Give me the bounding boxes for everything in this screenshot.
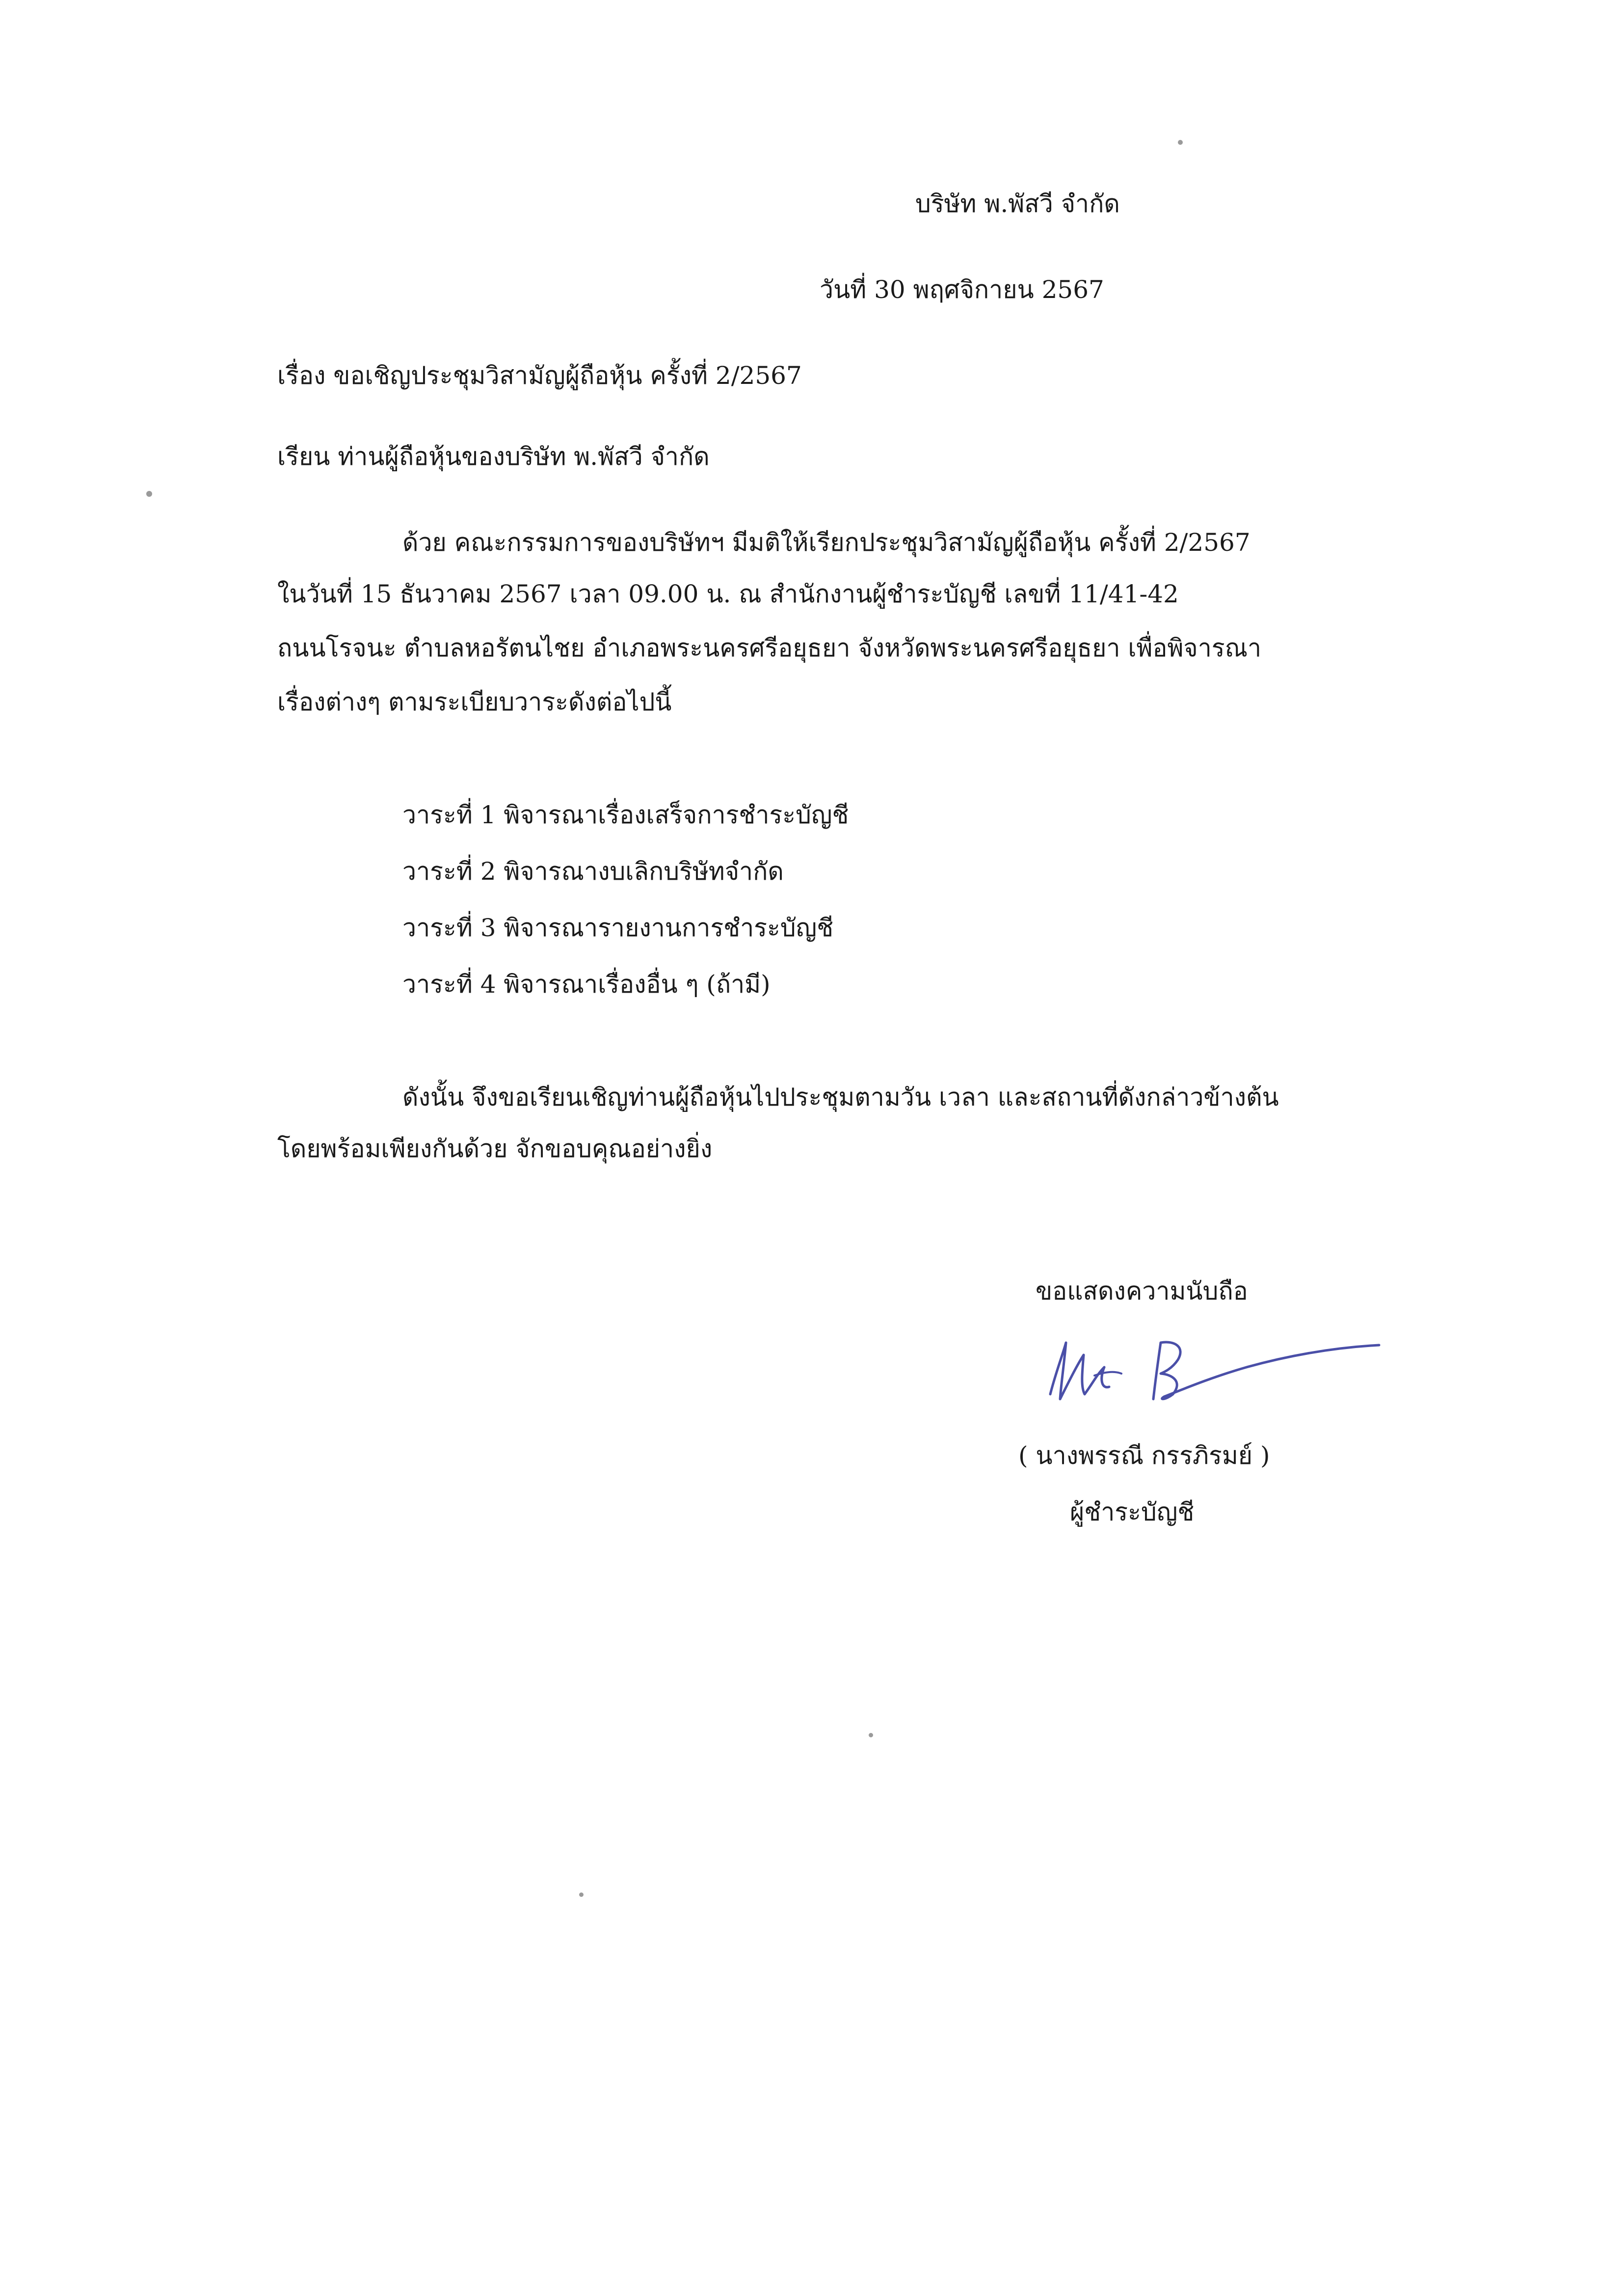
- letter-date: วันที่ 30 พฤศจิกายน 2567: [820, 275, 1104, 304]
- agenda-item-4: วาระที่ 4 พิจารณาเรื่องอื่น ๆ (ถ้ามี): [402, 970, 771, 999]
- agenda-item-3: วาระที่ 3 พิจารณารายงานการชำระบัญชี: [402, 914, 834, 942]
- paragraph-1-line-3: ถนนโรจนะ ตำบลหอรัตนไชย อำเภอพระนครศรีอยุธยา จังหวัดพระนครศรีอยุธยา เพื่อพิจารณา: [277, 634, 1262, 662]
- scan-speck: [146, 491, 152, 497]
- signatory-title: ผู้ชำระบัญชี: [1070, 1498, 1195, 1526]
- scan-speck: [579, 1892, 584, 1897]
- paragraph-2-line-1: ดังนั้น จึงขอเรียนเชิญท่านผู้ถือหุ้นไปประชุมตามวัน เวลา และสถานที่ดังกล่าวข้างต้น: [402, 1083, 1279, 1111]
- salutation-line: เรียน ท่านผู้ถือหุ้นของบริษัท พ.พัสวี จำกัด: [277, 442, 710, 471]
- closing-regards: ขอแสดงความนับถือ: [1036, 1277, 1248, 1305]
- agenda-item-2: วาระที่ 2 พิจารณางบเลิกบริษัทจำกัด: [402, 857, 784, 886]
- paragraph-1-line-2: ในวันที่ 15 ธันวาคม 2567 เวลา 09.00 น. ณ สำนักงานผู้ชำระบัญชี เลขที่ 11/41-42: [277, 580, 1179, 608]
- company-name: บริษัท พ.พัสวี จำกัด: [915, 189, 1120, 218]
- paragraph-1-line-4: เรื่องต่างๆ ตามระเบียบวาระดังต่อไปนี้: [277, 688, 672, 716]
- subject-line: เรื่อง ขอเชิญประชุมวิสามัญผู้ถือหุ้น ครั้งที่ 2/2567: [277, 361, 802, 390]
- scan-speck: [869, 1733, 873, 1737]
- agenda-item-1: วาระที่ 1 พิจารณาเรื่องเสร็จการชำระบัญชี: [402, 801, 849, 829]
- signatory-name: ( นางพรรณี กรรภิรมย์ ): [1018, 1441, 1270, 1470]
- paragraph-1-line-1: ด้วย คณะกรรมการของบริษัทฯ มีมติให้เรียกประชุมวิสามัญผู้ถือหุ้น ครั้งที่ 2/2567: [402, 528, 1251, 557]
- signature-image: [1036, 1321, 1389, 1419]
- paragraph-2-line-2: โดยพร้อมเพียงกันด้วย จักขอบคุณอย่างยิ่ง: [277, 1134, 713, 1163]
- scan-speck: [1178, 140, 1183, 145]
